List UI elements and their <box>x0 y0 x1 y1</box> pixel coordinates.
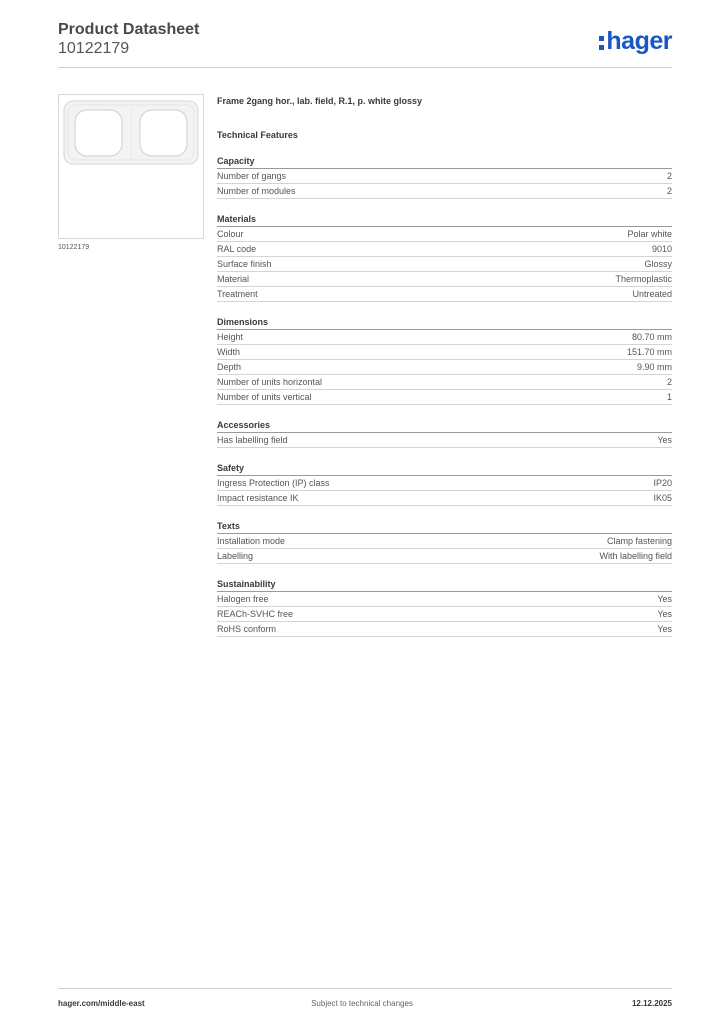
footer-divider <box>58 988 672 989</box>
spec-section-safety <box>217 463 672 506</box>
spec-row <box>217 330 672 345</box>
spec-value: 151.70 mm <box>626 347 672 357</box>
spec-section-sustainability <box>217 579 672 637</box>
spec-value: Glossy <box>644 259 672 269</box>
spec-section-accessories <box>217 420 672 448</box>
spec-value: Thermoplastic <box>615 274 672 284</box>
spec-row <box>217 184 672 199</box>
spec-value: 2 <box>666 377 672 387</box>
spec-value: Polar white <box>627 229 672 239</box>
spec-section-dimensions <box>217 317 672 405</box>
spec-sections <box>217 156 672 637</box>
spec-row <box>217 257 672 272</box>
footer-notice: Subject to technical changes <box>311 999 413 1008</box>
spec-label: Height <box>217 332 244 342</box>
spec-row <box>217 375 672 390</box>
spec-label: Surface finish <box>217 259 272 269</box>
section-title: Sustainability <box>217 579 672 592</box>
spec-value: Yes <box>657 435 672 445</box>
spec-row <box>217 592 672 607</box>
footer-date: 12.12.2025 <box>631 999 672 1008</box>
section-title: Texts <box>217 521 672 534</box>
spec-label: Number of modules <box>217 186 296 196</box>
spec-label: Ingress Protection (IP) class <box>217 478 330 488</box>
spec-label: Width <box>217 347 241 357</box>
spec-row <box>217 622 672 637</box>
spec-row <box>217 607 672 622</box>
frame-2gang-icon <box>59 95 203 238</box>
spec-label: Installation mode <box>217 536 286 546</box>
spec-section-materials <box>217 214 672 302</box>
spec-row <box>217 360 672 375</box>
spec-row <box>217 476 672 491</box>
spec-row <box>217 534 672 549</box>
spec-value: Yes <box>657 624 672 634</box>
section-title: Dimensions <box>217 317 672 330</box>
technical-features-heading: Technical Features <box>217 130 298 140</box>
header-divider <box>58 67 672 68</box>
section-title: Safety <box>217 463 672 476</box>
logo-text: hager <box>606 27 672 55</box>
spec-label: Has labelling field <box>217 435 288 445</box>
spec-row <box>217 491 672 506</box>
spec-value: Yes <box>657 594 672 604</box>
spec-label: Number of units horizontal <box>217 377 323 387</box>
spec-label: Depth <box>217 362 242 372</box>
spec-section-capacity <box>217 156 672 199</box>
hager-logo <box>599 27 672 55</box>
spec-value: With labelling field <box>599 551 672 561</box>
spec-content <box>217 96 672 637</box>
spec-row <box>217 433 672 448</box>
spec-label: Impact resistance IK <box>217 493 299 503</box>
footer-website[interactable]: hager.com/middle-east <box>58 999 145 1008</box>
spec-value: Clamp fastening <box>606 536 672 546</box>
product-name: Frame 2gang hor., lab. field, R.1, p. white glossy <box>217 96 423 106</box>
spec-label: Labelling <box>217 551 254 561</box>
spec-value: 9.90 mm <box>636 362 672 372</box>
page-title: Product Datasheet <box>58 21 200 38</box>
spec-label: Treatment <box>217 289 258 299</box>
spec-label: RoHS conform <box>217 624 277 634</box>
spec-label: RAL code <box>217 244 257 254</box>
product-code: 10122179 <box>58 40 130 57</box>
spec-value: 2 <box>666 171 672 181</box>
spec-label: Number of units vertical <box>217 392 312 402</box>
spec-label: Material <box>217 274 250 284</box>
spec-value: 1 <box>666 392 672 402</box>
spec-value: 80.70 mm <box>631 332 672 342</box>
spec-value: Untreated <box>632 289 672 299</box>
section-title: Capacity <box>217 156 672 169</box>
spec-row <box>217 272 672 287</box>
spec-value: Yes <box>657 609 672 619</box>
spec-row <box>217 345 672 360</box>
image-caption: 10122179 <box>58 244 90 251</box>
spec-row <box>217 549 672 564</box>
spec-label: REACh-SVHC free <box>217 609 294 619</box>
spec-value: 9010 <box>651 244 672 254</box>
spec-value: IK05 <box>653 493 672 503</box>
spec-row <box>217 242 672 257</box>
spec-row <box>217 287 672 302</box>
spec-section-texts <box>217 521 672 564</box>
spec-label: Halogen free <box>217 594 269 604</box>
section-title: Accessories <box>217 420 672 433</box>
section-title: Materials <box>217 214 672 227</box>
product-image <box>58 94 204 239</box>
logo-dots-icon <box>599 33 604 51</box>
spec-row <box>217 390 672 405</box>
spec-value: IP20 <box>653 478 672 488</box>
spec-label: Number of gangs <box>217 171 287 181</box>
spec-label: Colour <box>217 229 244 239</box>
spec-row <box>217 227 672 242</box>
spec-value: 2 <box>666 186 672 196</box>
spec-row <box>217 169 672 184</box>
